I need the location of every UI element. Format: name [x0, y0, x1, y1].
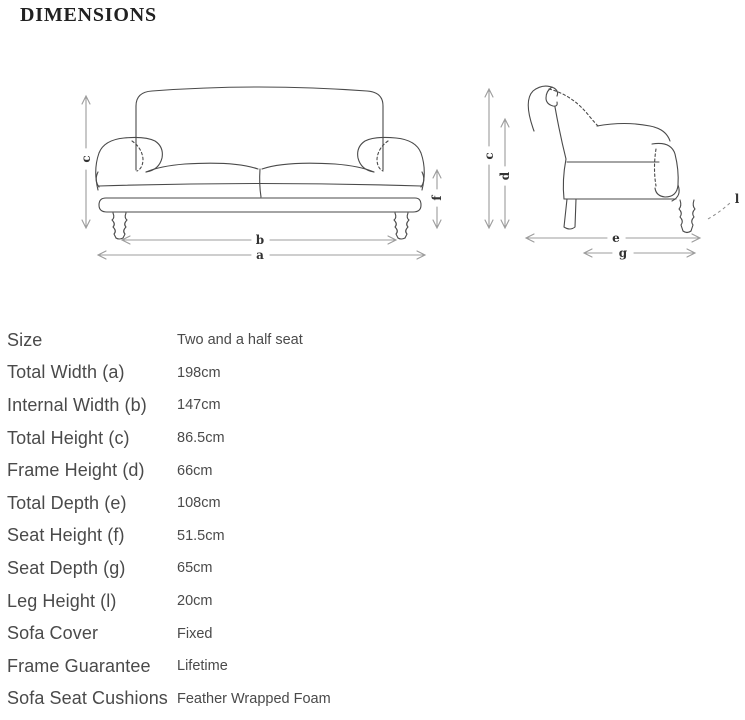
- sofa-front-outline: [96, 87, 425, 239]
- side-back-top: [549, 89, 599, 127]
- front-internal-width-label: b: [255, 233, 265, 247]
- side-arm-top: [597, 124, 670, 142]
- spec-row-size: [7, 324, 477, 357]
- sofa-front-view-diagram: [55, 70, 460, 295]
- sofa-side-outline: [528, 86, 695, 232]
- front-base-rail: [99, 198, 421, 212]
- front-right-arm: [358, 137, 425, 190]
- front-back-panel: [136, 87, 383, 170]
- spec-value: 108cm: [177, 495, 221, 512]
- arrow-seat-depth: [584, 249, 695, 257]
- spec-label: Frame Height (d): [7, 460, 145, 481]
- side-frame-height-label: d: [498, 171, 512, 181]
- spec-label: Sofa Seat Cushions: [7, 688, 168, 709]
- front-dimension-arrows: [79, 96, 444, 262]
- front-seat-height-label: f: [430, 195, 444, 201]
- spec-value: 86.5cm: [177, 430, 225, 447]
- spec-row-sofa-cover: [7, 617, 477, 650]
- side-leg-height-label: l: [734, 192, 740, 206]
- spec-row-frame-height: [7, 454, 477, 487]
- spec-label: Sofa Cover: [7, 623, 99, 644]
- spec-row-seat-depth: [7, 552, 477, 585]
- side-total-height-label: c: [482, 152, 496, 160]
- dimension-diagrams: [0, 70, 745, 295]
- side-back-front-edge: [555, 107, 566, 159]
- spec-value: Fixed: [177, 625, 213, 642]
- spec-table: [7, 324, 477, 715]
- front-right-cushion: [262, 163, 374, 172]
- side-seat-depth-label: g: [618, 246, 628, 260]
- spec-label: Total Height (c): [7, 427, 130, 448]
- spec-label: Total Width (a): [7, 362, 125, 383]
- spec-value: Lifetime: [177, 658, 228, 675]
- page-title: DIMENSIONS: [20, 4, 157, 26]
- spec-value: 65cm: [177, 560, 213, 577]
- spec-value: 147cm: [177, 397, 221, 414]
- spec-value: 198cm: [177, 364, 221, 381]
- spec-value: Feather Wrapped Foam: [177, 690, 331, 707]
- spec-label: Seat Height (f): [7, 525, 125, 546]
- spec-row-seat-cushions: [7, 683, 477, 716]
- spec-value: 51.5cm: [177, 527, 225, 544]
- front-left-leg: [112, 213, 127, 239]
- spec-label: Frame Guarantee: [7, 655, 151, 676]
- spec-row-seat-height: [7, 520, 477, 553]
- spec-row-total-depth: [7, 487, 477, 520]
- spec-value: 66cm: [177, 462, 213, 479]
- side-total-depth-label: e: [612, 231, 620, 245]
- leg-height-leader-line: [708, 203, 730, 219]
- spec-label: Size: [7, 329, 43, 350]
- front-left-arm: [96, 137, 163, 190]
- spec-label: Total Depth (e): [7, 492, 127, 513]
- spec-value: Two and a half seat: [177, 332, 303, 349]
- spec-row-internal-width: [7, 389, 477, 422]
- side-back-leg: [564, 199, 576, 229]
- spec-label: Seat Depth (g): [7, 557, 126, 578]
- sofa-side-view-diagram: [455, 70, 745, 295]
- front-left-cushion: [146, 163, 258, 172]
- front-left-arm-roll: [132, 141, 143, 171]
- spec-label: Internal Width (b): [7, 394, 147, 415]
- front-total-height-label: c: [79, 155, 93, 163]
- side-arm-front-inner: [655, 149, 657, 186]
- front-total-width-label: a: [256, 248, 264, 262]
- side-scroll-back: [528, 86, 557, 131]
- spec-row-total-height: [7, 422, 477, 455]
- spec-row-total-width: [7, 357, 477, 390]
- front-right-leg: [394, 213, 409, 239]
- spec-row-leg-height: [7, 585, 477, 618]
- spec-row-frame-guarantee: [7, 650, 477, 683]
- side-body-left-edge: [563, 159, 566, 199]
- spec-value: 20cm: [177, 593, 213, 610]
- spec-label: Leg Height (l): [7, 590, 117, 611]
- side-dimension-arrows: [482, 89, 740, 260]
- side-front-leg: [679, 200, 695, 233]
